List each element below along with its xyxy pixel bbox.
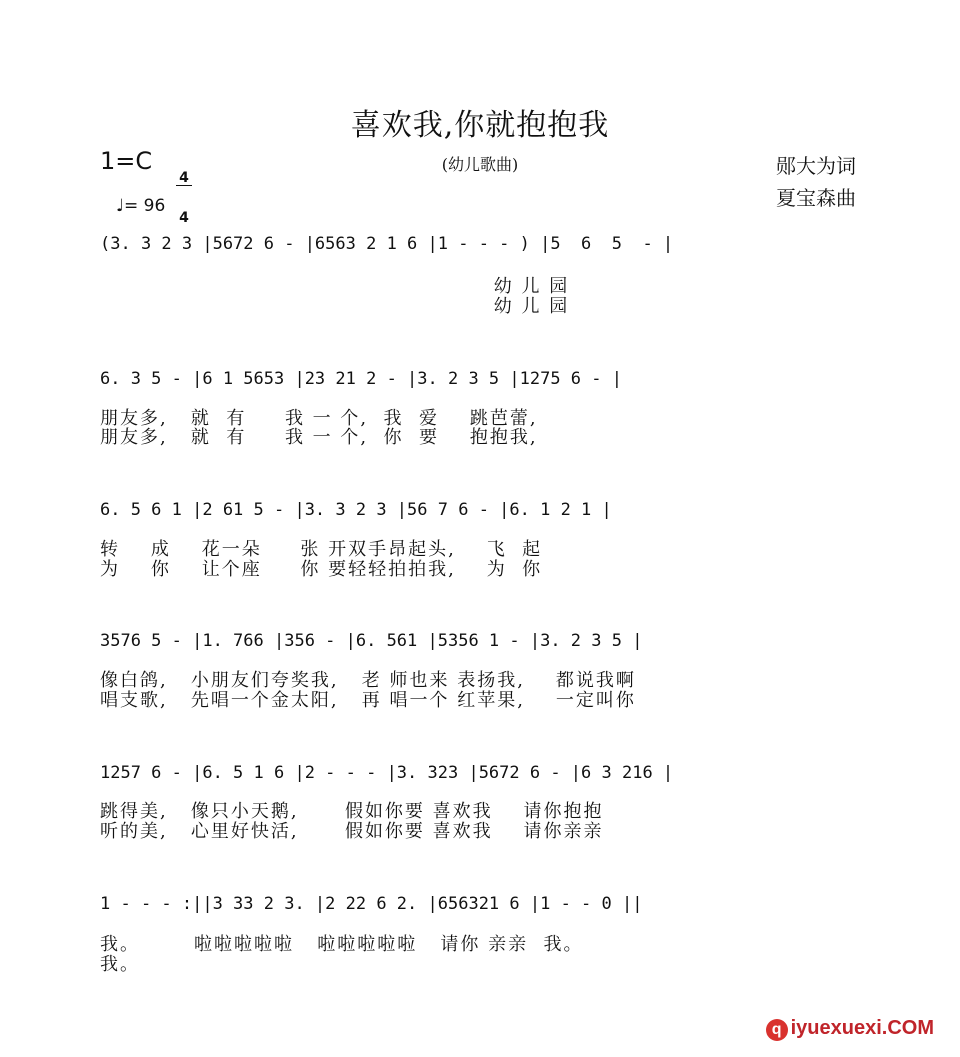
tempo-marking: ♩= 96 <box>116 196 166 216</box>
lyric-line-3-verse-2: 为 你 让个座 你 要轻轻拍拍我, 为 你 <box>100 559 543 580</box>
lyric-line-6-verse-1: 我。 啦啦啦啦啦 啦啦啦啦啦 请你 亲亲 我。 <box>100 934 584 955</box>
lyric-line-1-verse-2: 幼 儿 园 <box>100 296 570 317</box>
lyric-line-1-verse-1: 幼 儿 园 <box>100 276 570 297</box>
watermark-text: iyuexuexi.COM <box>790 1017 934 1039</box>
notation-line-2: 6. 3 5 - |6 1 5653 |23 21 2 - |3. 2 3 5 |1275 6 - | <box>100 369 622 389</box>
key-signature: 1=C <box>100 147 153 175</box>
notation-line-5: 1257 6 - |6. 5 1 6 |2 - - - |3. 323 |5672 6 - |6 3 216 | <box>100 763 674 783</box>
time-signature-top: 4 <box>176 172 192 186</box>
song-subtitle: (幼儿歌曲) <box>441 155 519 174</box>
lyric-line-5-verse-2: 听的美, 心里好快活, 假如你要 喜欢我 请你亲亲 <box>100 821 604 842</box>
composer-credit: 夏宝森曲 <box>776 186 856 210</box>
lyric-line-5-verse-1: 跳得美, 像只小天鹅, 假如你要 喜欢我 请你抱抱 <box>100 801 604 822</box>
notation-line-6: 1 - - - :||3 33 2 3. |2 22 6 2. |656321 6 |1 - - 0 || <box>100 894 643 914</box>
notation-line-4: 3576 5 - |1. 766 |356 - |6. 561 |5356 1 - |3. 2 3 5 | <box>100 631 643 651</box>
notation-line-3: 6. 5 6 1 |2 61 5 - |3. 3 2 3 |56 7 6 - |6. 1 2 1 | <box>100 500 612 520</box>
song-title: 喜欢我,你就抱抱我 <box>350 108 610 143</box>
lyric-line-2-verse-1: 朋友多, 就 有 我 一 个, 我 爱 跳芭蕾, <box>100 408 538 429</box>
lyricist-credit: 郧大为词 <box>776 154 856 178</box>
lyric-line-2-verse-2: 朋友多, 就 有 我 一 个, 你 要 抱抱我, <box>100 427 538 448</box>
notation-line-1: (3. 3 2 3 |5672 6 - |6563 2 1 6 |1 - - - ) |5 6 5 - | <box>100 234 674 254</box>
site-watermark <box>766 1017 934 1041</box>
lyric-line-4-verse-2: 唱支歌, 先唱一个金太阳, 再 唱一个 红苹果, 一定叫你 <box>100 690 636 711</box>
lyric-line-4-verse-1: 像白鸽, 小朋友们夸奖我, 老 师也来 表扬我, 都说我啊 <box>100 670 636 691</box>
time-signature-bottom: 4 <box>179 210 189 226</box>
watermark-badge: q <box>766 1019 788 1041</box>
lyric-line-6-verse-2: 我。 <box>100 954 140 975</box>
lyric-line-3-verse-1: 转 成 花一朵 张 开双手昂起头, 飞 起 <box>100 539 543 560</box>
